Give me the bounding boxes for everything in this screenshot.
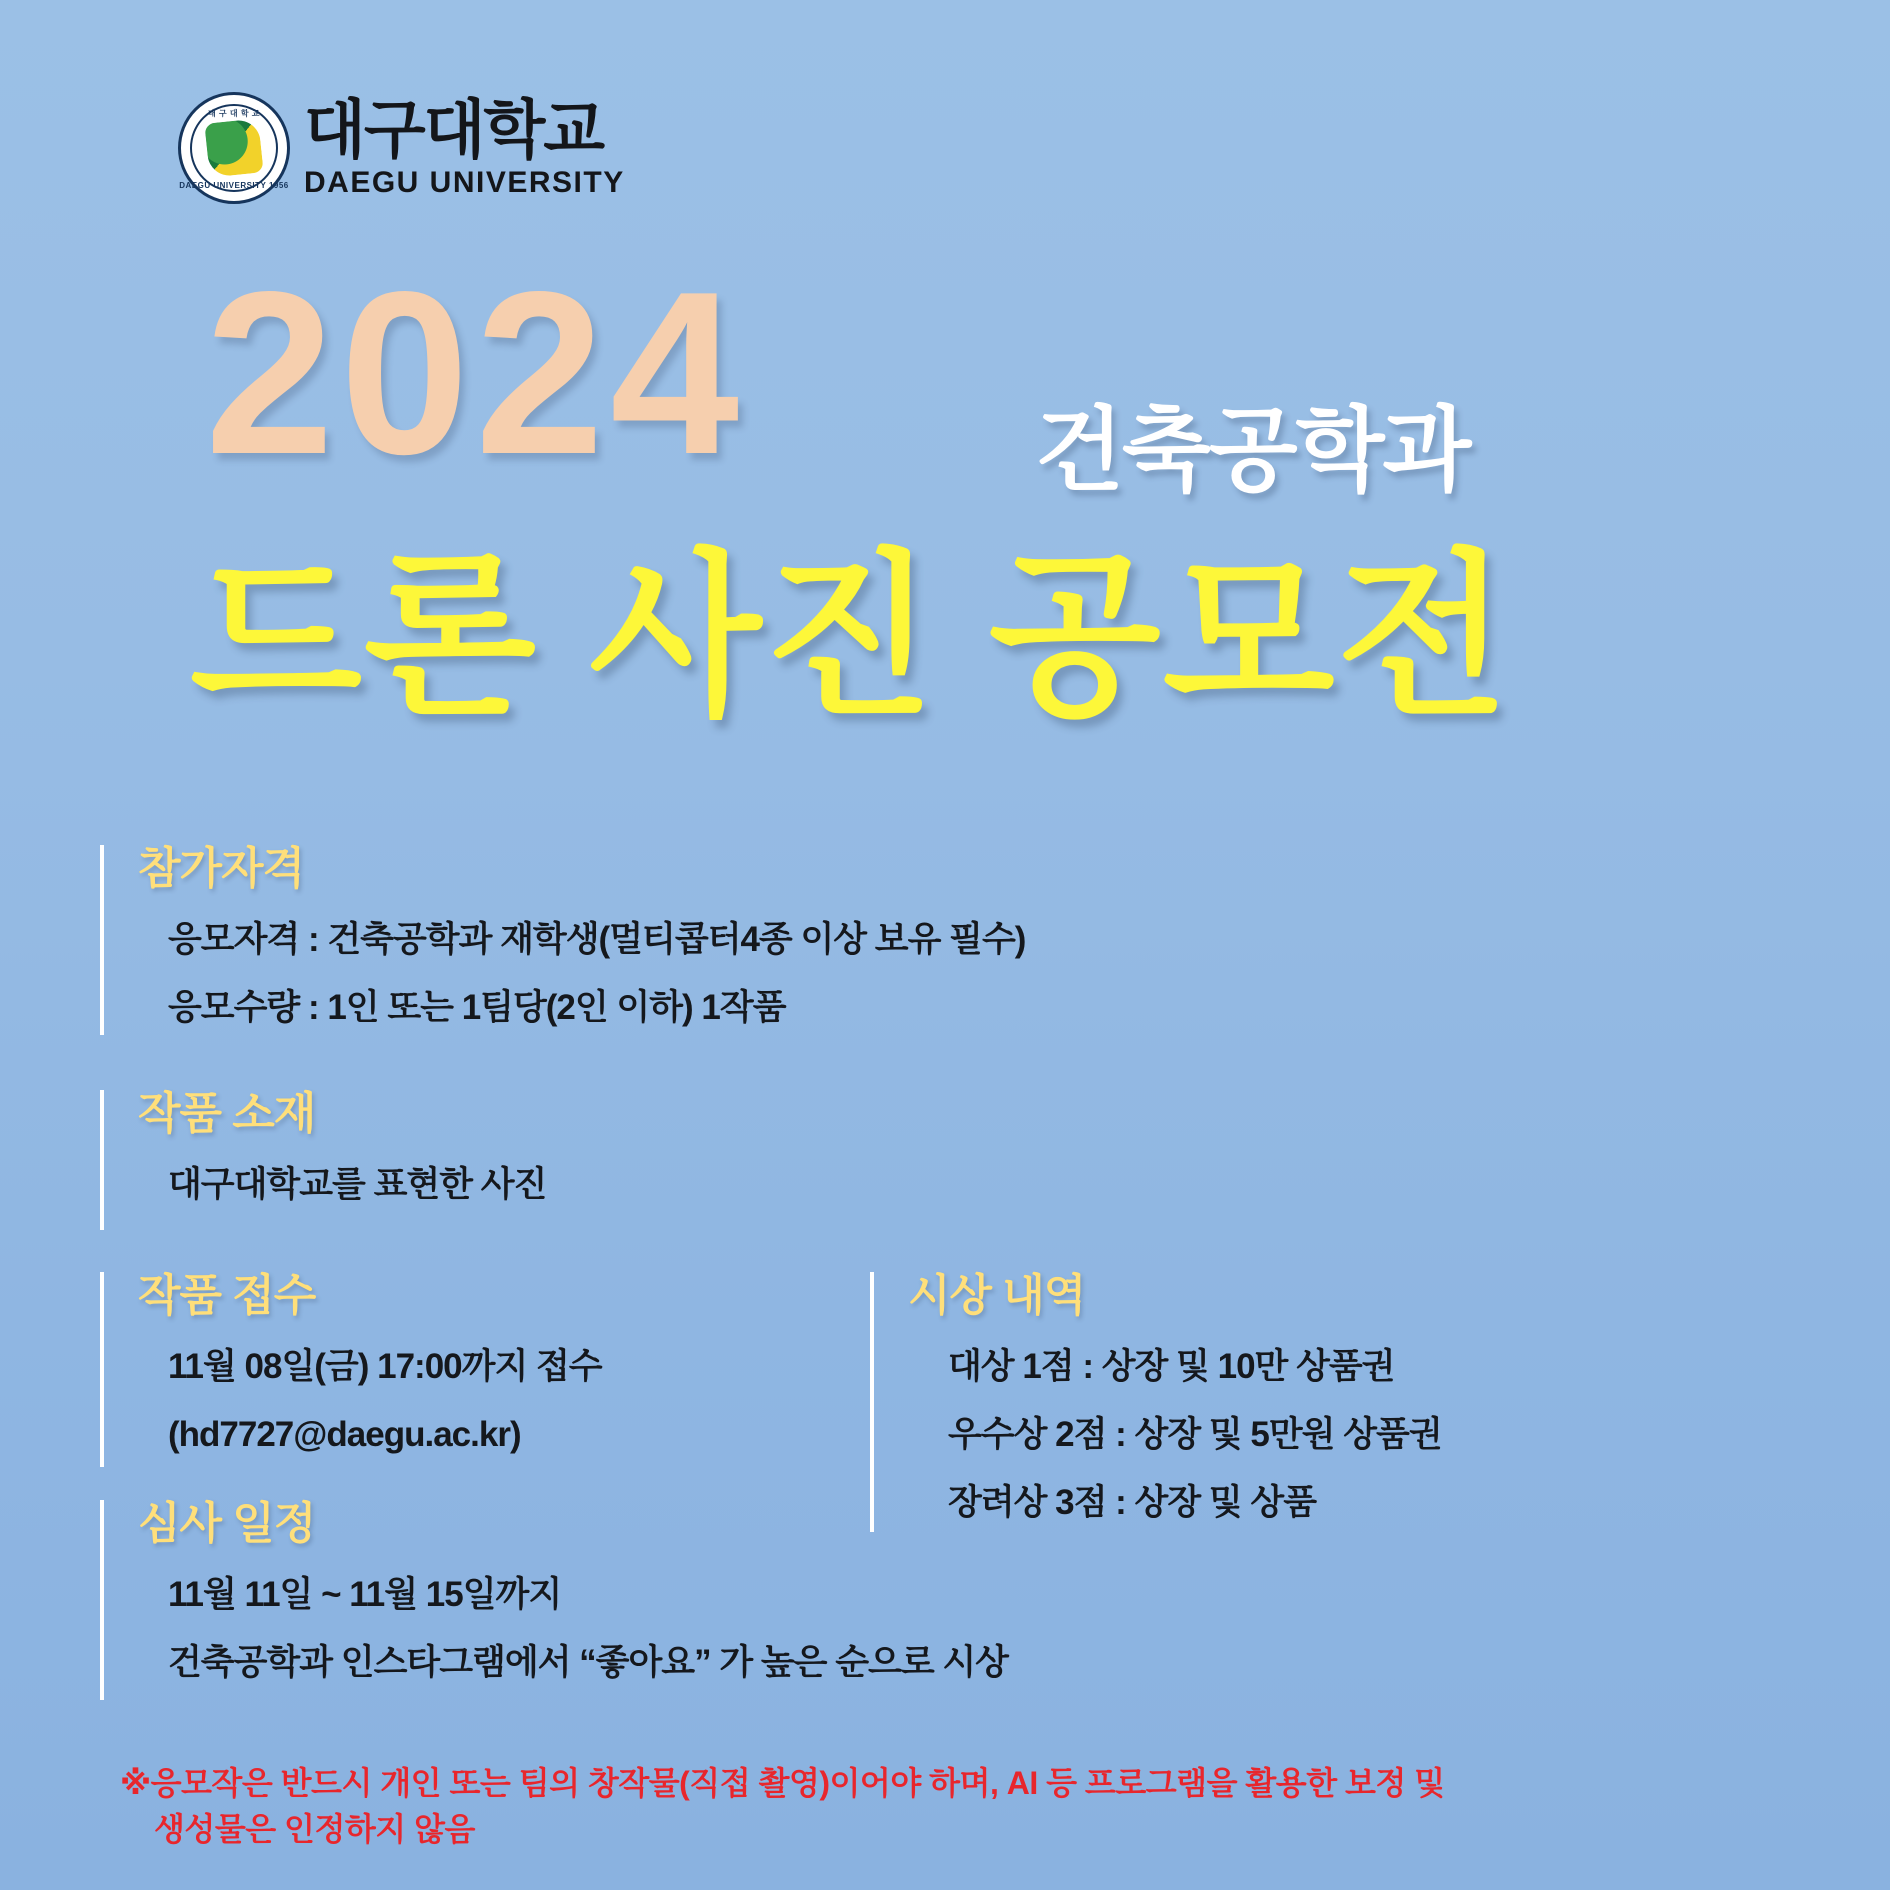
section-schedule-line: 11월 11일 ~ 11월 15일까지 <box>168 1575 562 1615</box>
section-eligibility-line: 응모자격 : 건축공학과 재학생(멀티콥터4종 이상 보유 필수) <box>168 920 1026 960</box>
section-schedule-line: 건축공학과 인스타그램에서 “좋아요” 가 높은 순으로 시상 <box>168 1643 1008 1683</box>
logo-english-name: DAEGU UNIVERSITY <box>304 166 625 199</box>
section-submission-line: 11월 08일(금) 17:00까지 접수 <box>168 1347 602 1387</box>
title-department: 건축공학과 <box>1035 400 1470 502</box>
footnote-line-2: 생성물은 인정하지 않음 <box>154 1811 475 1848</box>
university-logo <box>178 92 625 204</box>
section-subject <box>100 1090 546 1230</box>
title-year: 2024 <box>205 244 746 503</box>
section-submission <box>100 1272 602 1467</box>
university-seal-icon <box>178 92 290 204</box>
prize-row: 대상 1점 : 상장 및 10만 상품권 <box>948 1347 1395 1387</box>
section-prizes <box>870 1272 1442 1532</box>
section-eligibility <box>100 845 1025 1035</box>
seal-bottom-text: DAEGU UNIVERSITY 1956 <box>179 181 289 190</box>
logo-wordmark <box>304 94 625 199</box>
footnote <box>120 1760 1820 1853</box>
footnote-line-1: ※응모작은 반드시 개인 또는 팀의 창작물(직접 촬영)이어야 하며, AI 등 프로그램을 활용한 보정 및 <box>120 1765 1445 1801</box>
submission-email[interactable]: (hd7727@daegu.ac.kr) <box>168 1415 521 1455</box>
section-subject-line: 대구대학교를 표현한 사진 <box>168 1165 547 1205</box>
seal-top-text: 대 구 대 학 교 <box>207 109 261 118</box>
seal-emblem-icon <box>204 118 263 177</box>
section-eligibility-line: 응모수량 : 1인 또는 1팀당(2인 이하) 1작품 <box>168 988 786 1028</box>
section-prizes-heading: 시상 내역 <box>908 1271 1086 1320</box>
title-main: 드론 사진 공모전 <box>190 537 1511 736</box>
section-eligibility-heading: 참가자격 <box>138 844 305 893</box>
section-schedule-heading: 심사 일정 <box>138 1499 316 1548</box>
prize-row: 장려상 3점 : 상장 및 상품 <box>948 1483 1317 1523</box>
section-submission-heading: 작품 접수 <box>138 1271 316 1320</box>
logo-korean-name: 대구대학교 <box>304 94 604 166</box>
prize-row: 우수상 2점 : 상장 및 5만원 상품권 <box>948 1415 1442 1455</box>
section-subject-heading: 작품 소재 <box>138 1089 316 1138</box>
